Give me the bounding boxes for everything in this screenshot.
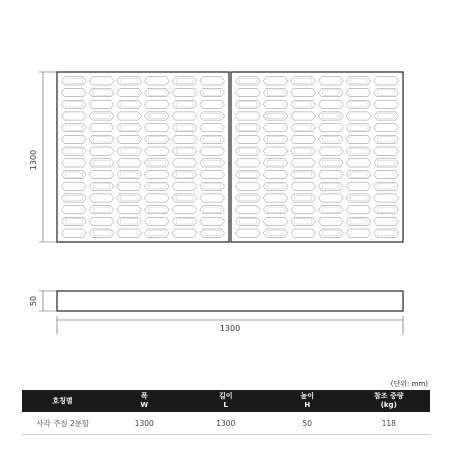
dimension-width: [57, 316, 403, 334]
cell-length: 1300: [185, 412, 267, 435]
header-height: 높이 H: [267, 390, 349, 412]
spec-table: [22, 390, 430, 435]
cell-weight: 118: [348, 412, 430, 435]
unit-note: (단위: mm): [390, 380, 428, 388]
dimension-height-plan: [29, 72, 57, 242]
plan-view: [57, 72, 403, 242]
table-row: [22, 412, 430, 435]
side-view: [29, 291, 403, 311]
panel-left: [57, 72, 229, 242]
dim-width-label: 1300: [219, 324, 241, 333]
cell-height: 50: [267, 412, 349, 435]
header-length: 길이 L: [185, 390, 267, 412]
header-width: 폭 W: [104, 390, 186, 412]
dim-side-height-label: 50: [29, 295, 38, 307]
panel-right: [231, 72, 403, 242]
side-panel: [57, 291, 403, 311]
header-weight: 참조 중량 (kg): [348, 390, 430, 412]
cell-model: 사각 주칠 2분할: [22, 412, 104, 435]
dim-plan-height-label: 1300: [29, 149, 38, 171]
table-header-row: [22, 390, 430, 412]
header-model: 호칭별: [22, 390, 104, 412]
cell-width: 1300: [104, 412, 186, 435]
